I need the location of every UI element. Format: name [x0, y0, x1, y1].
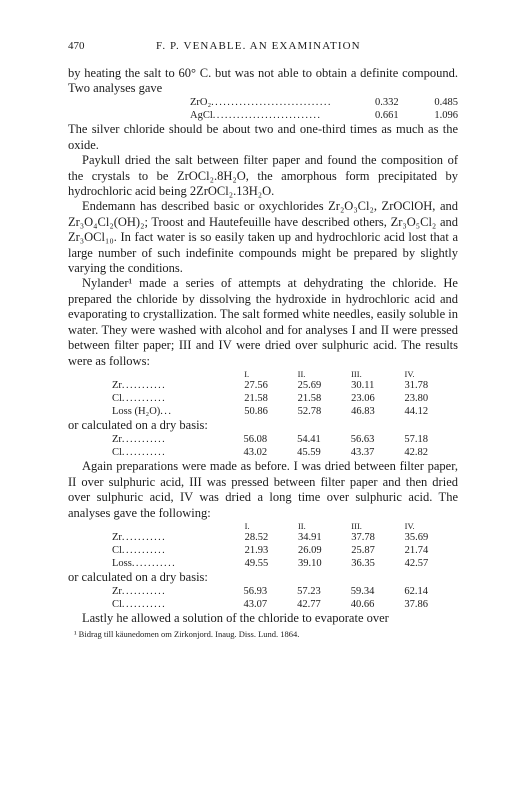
table-cell: 54.41	[297, 433, 321, 445]
table-cell: 56.93	[243, 585, 268, 597]
table-cell: 1.096	[434, 109, 458, 121]
column-header: II.	[297, 368, 306, 379]
table-row	[68, 545, 458, 558]
table-row	[146, 97, 458, 110]
paragraph-1: by heating the salt to 60° C. but was not able to obtain a definite compound. Two analyses gave	[68, 66, 458, 96]
results-table-1-dry	[68, 434, 458, 460]
table-row	[68, 406, 458, 419]
leader-dots: ...	[160, 405, 173, 417]
table-cell: 42.57	[404, 557, 429, 569]
table-cell: 21.58	[244, 392, 268, 404]
table-cell: 34.91	[297, 531, 322, 543]
table-cell: 42.77	[297, 598, 321, 610]
table-cell: 37.86	[404, 598, 428, 610]
column-header: III.	[351, 520, 362, 531]
table-cell: 42.82	[404, 446, 428, 458]
table-cell: 49.55	[244, 557, 269, 569]
table-cell: 23.06	[351, 392, 375, 404]
table-cell: 35.69	[404, 531, 429, 543]
table-cell: 57.18	[404, 433, 428, 445]
leader-dots: ..............................	[211, 96, 332, 108]
table-cell: 25.69	[297, 379, 322, 391]
table-row	[68, 558, 458, 571]
dry-basis-label: or calculated on a dry basis:	[68, 418, 208, 433]
table-cell: 44.12	[404, 405, 429, 417]
table-cell: 0.661	[375, 109, 399, 121]
dry-basis-label: or calculated on a dry basis:	[68, 570, 208, 585]
row-label: Cl	[112, 392, 122, 404]
table-cell: 25.87	[351, 544, 375, 556]
table-cell: 36.35	[351, 557, 375, 569]
paragraph-5: Nylander¹ made a series of attempts at dehydrating the chloride. He prepared the chloride by dissolving the hydroxide in hydrochloric acid and evaporating to crystallization. The salt formed white needles, easily soluble in water. They were washed with alcohol and for analyses I and II were pressed between filter paper; III and IV were dried over sulphuric acid. The results were as follows:	[68, 276, 458, 368]
column-header: II.	[297, 520, 306, 531]
row-label: Loss	[112, 557, 132, 569]
row-label: Cl	[112, 598, 122, 610]
table-cell: 56.63	[350, 433, 375, 445]
row-label: Zr	[112, 585, 122, 597]
table-cell: 40.66	[350, 598, 375, 610]
column-header: IV.	[404, 368, 415, 379]
table-cell: 27.56	[244, 379, 268, 391]
leader-dots: ...........	[121, 531, 167, 543]
running-head: F. P. VENABLE. AN EXAMINATION	[156, 40, 361, 52]
table-cell: 50.86	[244, 405, 268, 417]
running-header	[68, 40, 458, 56]
table-cell: 30.11	[351, 379, 375, 391]
row-label: Cl	[112, 446, 122, 458]
footnote: ¹ Bidrag till käunedomen om Zirkonjord. Inaug. Diss. Lund. 1864.	[74, 628, 300, 639]
column-header: IV.	[404, 520, 415, 531]
table-row	[68, 447, 458, 460]
row-label: Cl	[112, 544, 122, 556]
leader-dots: ...........	[121, 379, 167, 391]
results-table-2	[68, 521, 458, 570]
table-cell: 43.02	[243, 446, 268, 458]
column-header: III.	[351, 368, 362, 379]
row-label: Zr	[112, 379, 122, 391]
table-cell: 43.07	[243, 598, 268, 610]
results-table-2-dry	[68, 586, 458, 612]
leader-dots: ...........................	[212, 109, 322, 121]
table-cell: 28.52	[244, 531, 269, 543]
table-cell: 45.59	[297, 446, 321, 458]
paragraph-2: The silver chloride should be about two and one-third times as much as the oxide.	[68, 122, 458, 152]
page-number: 470	[68, 40, 85, 52]
leader-dots: ...........	[121, 544, 167, 556]
paragraph-3: Paykull dried the salt between filter paper and found the composition of the crystals to be ZrOCl₂.8H₂O, the amorphous form precipitated by hydrochloric acid being 2ZrOCl₂.13H₂O.	[68, 153, 458, 199]
table-row	[68, 434, 458, 447]
table-cell: 39.10	[297, 557, 322, 569]
table-cell: 59.34	[350, 585, 375, 597]
results-table-1	[68, 369, 458, 418]
table-cell: 31.78	[404, 379, 429, 391]
table-cell: 21.58	[297, 392, 322, 404]
column-header: I.	[244, 520, 250, 531]
table-cell: 56.08	[243, 433, 268, 445]
paragraph-6: Again preparations were made as before. I was dried between filter paper, II over sulphuric acid, III was pressed between filter paper and then dried over sulphuric acid, IV was dried a long time over sulphuric acid. The analyses gave the following:	[68, 459, 458, 520]
table-cell: 0.332	[375, 96, 399, 108]
table-row	[68, 586, 458, 599]
table-header-row	[68, 369, 458, 380]
analysis-table-1	[146, 97, 458, 123]
table-cell: 57.23	[297, 585, 321, 597]
leader-dots: ...........	[121, 598, 167, 610]
row-label: Zr	[112, 531, 122, 543]
row-label: ZrO₂	[190, 96, 212, 108]
table-cell: 0.485	[434, 96, 458, 108]
page-body	[68, 66, 458, 639]
table-cell: 21.74	[404, 544, 429, 556]
leader-dots: ...........	[121, 392, 167, 404]
leader-dots: ...........	[121, 446, 167, 458]
row-label: Loss (H₂O)	[112, 405, 161, 417]
table-row	[68, 380, 458, 393]
table-row	[68, 532, 458, 545]
table-cell: 46.83	[351, 405, 375, 417]
table-cell: 23.80	[404, 392, 429, 404]
table-cell: 26.09	[297, 544, 322, 556]
table-cell: 43.37	[350, 446, 375, 458]
leader-dots: ...........	[131, 557, 177, 569]
table-cell: 52.78	[297, 405, 322, 417]
table-row	[146, 110, 458, 123]
page	[68, 40, 458, 639]
table-row	[68, 393, 458, 406]
table-row	[68, 599, 458, 612]
table-cell: 21.93	[244, 544, 269, 556]
table-cell: 62.14	[404, 585, 428, 597]
leader-dots: ...........	[121, 585, 167, 597]
leader-dots: ...........	[121, 433, 167, 445]
table-cell: 37.78	[351, 531, 375, 543]
paragraph-4: Endemann has described basic or oxychlorides Zr₂O₃Cl₂, ZrOClOH, and Zr₃O₄Cl₂(OH)₂; Troost and Hautefeuille have described others, Zr₃O₅Cl₂ and Zr₃OCl₁₀. In fact water is so easily taken up and hydrochloric acid lost that a large number of such indefinite compounds might be prepared by slightly varying the conditions.	[68, 199, 458, 276]
row-label: Zr	[112, 433, 122, 445]
row-label: AgCl	[190, 109, 213, 121]
column-header: I.	[244, 368, 250, 379]
table-header-row	[68, 521, 458, 532]
paragraph-7: Lastly he allowed a solution of the chloride to evaporate over	[82, 611, 389, 626]
